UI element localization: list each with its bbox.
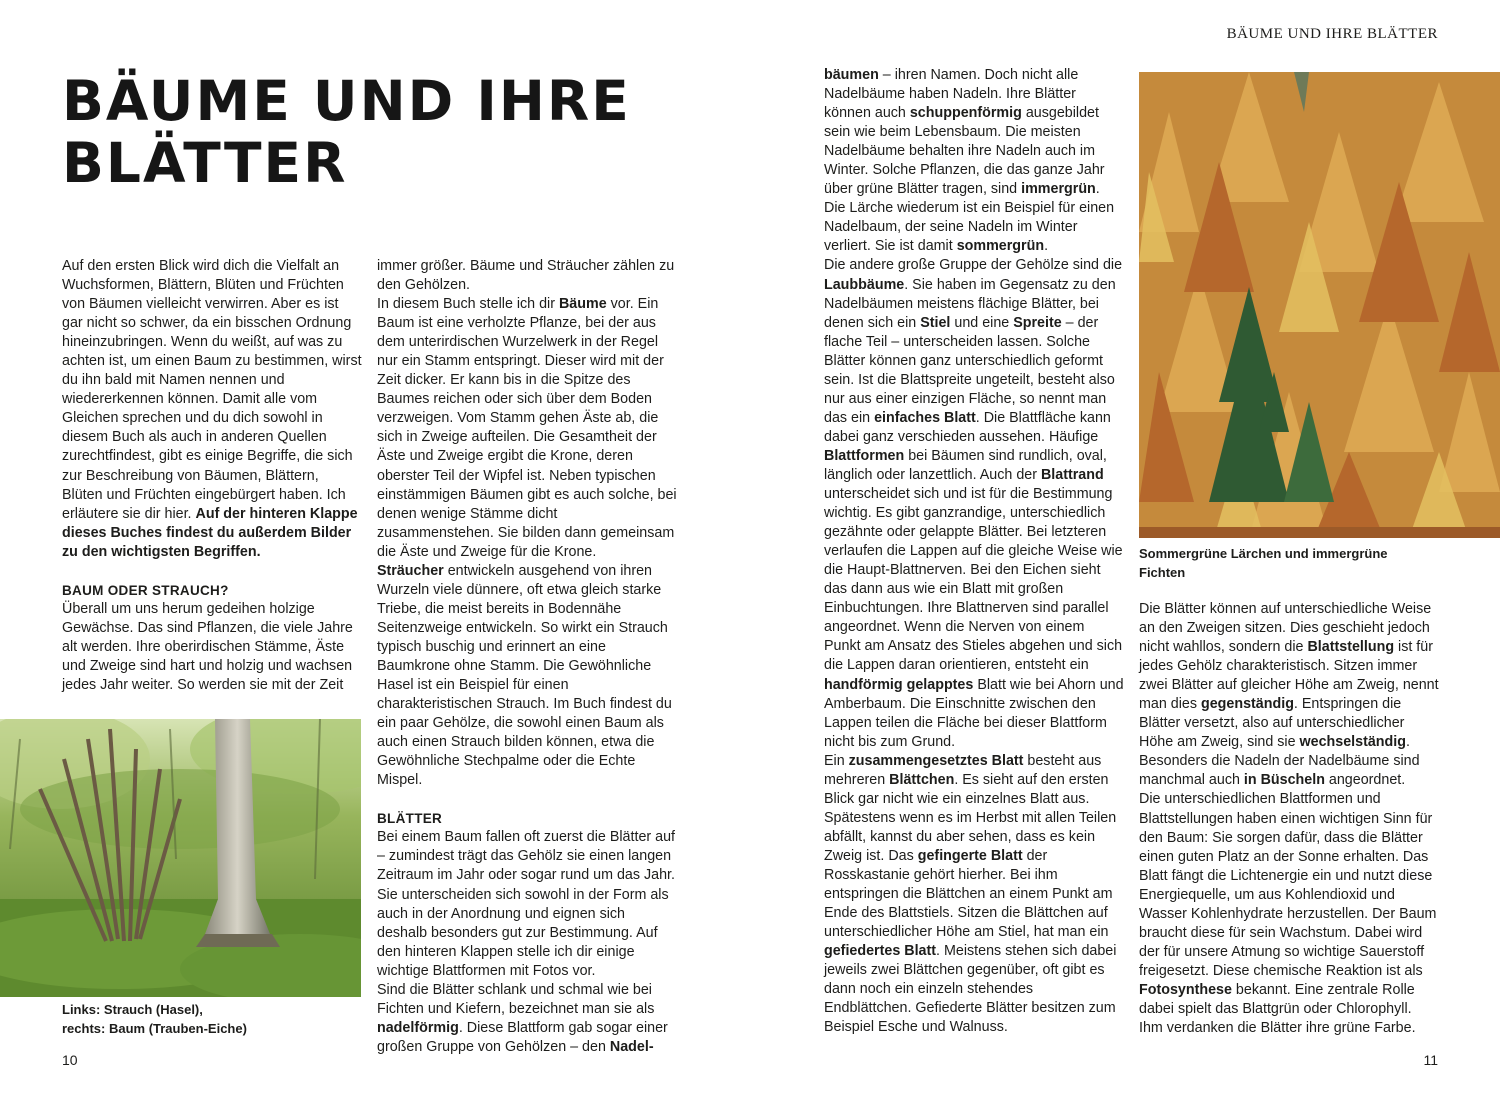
paragraph-laubbaeume: Die andere große Gruppe der Gehölze sind die Laubbäume. Sie haben im Gegensatz zu den Nadelbäumen meistens flächige Blätter, bei denen sich ein Stiel und eine Spreite – der flache Teil – unterscheiden lassen. Solche Blätter können ganz unterschiedlich geformt sein. Ist die Blattspreite ungeteilt, besteht also nur aus einer einzigen Fläche, so nennt man das ein einfaches Blatt. Die Blattfläche kann dabei ganz verschieden aussehen. Häufige Blattformen bei Bäumen sind rundlich, oval, länglich oder lanzettlich. Auch der Blattrand unterscheidet sich und ist für die Bestimmung wichtig. Es gibt ganzrandige, unterschiedlich gezähnte oder gelappte Blätter. Bei letzteren verlaufen die Lappen auf die gleiche Weise wie die Haupt-Blattnerven. Bei den Eichen sieht das dann aus wie ein Blatt mit großen Einbuchtungen. Ihre Blattnerven sind parallel angeordnet. Wenn die Nerven von einem Punkt am Ansatz des Stieles abgehen und sich die Lappen daran orientieren, entsteht ein handförmig gelapptes Blatt wie bei Ahorn und Amberbaum. Die Einschnitte zwischen den Lappen teilen die Fläche bei dieser Blattform nicht bis zum Grund. [824,257,1124,750]
photo-larch-spruce-forest [1139,72,1500,538]
paragraph-baeume: In diesem Buch stelle ich dir Bäume vor. Ein Baum ist eine verholzte Pflanze, bei der aus dem unterirdischen Wurzelwerk in der Regel nur ein Stamm entspringt. Dieser wird mit der Zeit dicker. Er kann bis in die Spitze des Baumes reichen oder sich über dem Boden verzweigen. Vom Stamm gehen Äste ab, die sich in Zweige aufteilen. Die Gesamtheit der Äste und Zweige ergibt die Krone, deren oberster Teil der Wipfel ist. Neben typischen einstämmigen Bäumen gibt es auch solche, bei denen wenige Stämme dicht zusammenstehen. Sie bilden dann gemeinsam die Äste und Zweige für die Krone. [377,296,677,560]
paragraph-nadelbaeume: bäumen – ihren Namen. Doch nicht alle Nadelbäume haben Nadeln. Ihre Blätter können auch schuppenförmig ausgebildet sein wie beim Lebensbaum. Die meisten Nadelbäume behalten ihre Nadeln auch im Winter. Solche Pflanzen, die das ganze Jahr über grüne Blätter tragen, sind immergrün. Die Lärche wiederum ist ein Beispiel für einen Nadelbaum, der seine Nadeln im Winter verliert. Sie ist damit sommergrün. [824,67,1115,255]
running-head: BÄUME UND IHRE BLÄTTER [1226,26,1438,42]
page-number-left: 10 [62,1052,78,1068]
paragraph-blattstellung: Die Blätter können auf unterschiedliche Weise an den Zweigen sitzen. Dies geschieht jedoch nicht wahllos, sondern die Blattstellung ist für jedes Gehölz charakteristisch. Sitzen immer zwei Blätter auf gleicher Höhe am Zweig, nennt man dies gegenständig. Entspringen die Blätter versetzt, also auf unterschiedlicher Höhe am Zweig, sind sie wechselständig. Besonders die Nadeln der Nadelbäume sind manchmal auch in Büscheln angeordnet. [1139,601,1439,789]
paragraph-nadelfoermig: Sind die Blätter schlank und schmal wie bei Fichten und Kiefern, bezeichnet man sie als nadelförmig. Diese Blattform gab sogar einer großen Gruppe von Gehölzen – den Nadel- [377,981,668,1055]
right-column-2 [1139,600,1439,1038]
paragraph-gehoelze: immer größer. Bäume und Sträucher zählen zu den Gehölzen. [377,258,675,294]
subhead-blaetter: BLÄTTER [377,811,443,827]
page-number-right: 11 [1423,1052,1438,1068]
paragraph-fotosynthese: Die unterschiedlichen Blattformen und Blattstellungen haben einen wichtigen Sinn für den Baum: Sie sorgen dafür, dass die Blätter einen guten Platz an der Sonne erhalten. Das Blatt fängt die Lichtenergie ein und nutzt diese Energiequelle, um aus Kohlendioxid und Wasser Kohlenhydrate herzustellen. Der Baum braucht diese für sein Wachstum. Dabei wird der für unsere Atmung so wichtige Sauerstoff freigesetzt. Diese chemische Reaktion ist als Fotosynthese bekannt. Eine zentrale Rolle dabei spielt das Blattgrün oder Chlorophyll. Ihm verdanken die Blätter ihre grüne Farbe. [1139,791,1437,1037]
page-title [62,70,682,194]
photo-hazel-oak-forest [0,719,361,997]
caption-larch-photo: Sommergrüne Lärchen und immergrüne Fichten [1139,546,1388,580]
right-page [750,0,1500,1097]
title-line-1: BÄUME UND IHRE [62,69,631,133]
right-column-1 [824,66,1124,1037]
caption-forest-photo: Links: Strauch (Hasel), rechts: Baum (Trauben-Eiche) [62,1002,247,1036]
left-column-2 [377,257,677,1057]
intro-paragraph: Auf den ersten Blick wird dich die Vielfalt an Wuchsformen, Blättern, Blüten und Früchten von Bäumen vielleicht verwirren. Aber es ist gar nicht so schwer, da ein bisschen Ordnung hineinzubringen. Wenn du weißt, auf was zu achten ist, um einen Baum zu bestimmen, wirst du ihn bald mit Namen nennen und wiedererkennen können. Damit alle vom Gleichen sprechen und du dich sowohl in diesem Buch als auch in anderen Quellen zurechtfindest, gibt es einige Begriffe, die sich zur Beschreibung von Bäumen, Blättern, Blüten und Früchten eingebürgert haben. Ich erläutere sie dir hier. Auf der hinteren Klappe dieses Buches findest du außerdem Bilder zu den wichtigsten Begriffen. [62,258,362,560]
paragraph-holzige-gewaechse: Überall um uns herum gedeihen holzige Gewächse. Das sind Pflanzen, die viele Jahre alt werden. Ihre oberirdischen Stämme, Äste und Zweige sind hart und holzig und wachsen jedes Jahr weiter. So werden sie mit der Zeit [62,600,353,693]
title-line-2: BLÄTTER [62,131,348,195]
left-column-1 [62,257,362,695]
paragraph-straeucher: Sträucher entwickeln ausgehend von ihren Wurzeln viele dünnere, oft etwa gleich starke Triebe, die meist bereits in Bodennähe Seitenzweige entwickeln. So wirkt ein Strauch typisch buschig und erinnert an eine Baumkrone ohne Stamm. Die Gewöhnliche Hasel ist ein Beispiel für einen charakteristischen Strauch. Im Buch findest du ein paar Gehölze, die sowohl einen Baum als auch einen Strauch bilden können, etwa die Gewöhnliche Stechpalme oder die Echte Mispel. [377,562,672,789]
paragraph-blaetter-intro: Bei einem Baum fallen oft zuerst die Blätter auf – zumindest trägt das Gehölz sie einen langen Zeitraum im Jahr oder sogar rund um das Jahr. Sie unterscheiden sich sowohl in der Form als auch in der Anordnung und eignen sich deshalb besonders gut zur Bestimmung. Auf den hinteren Klappen stelle ich dir einige wichtige Blattformen mit Fotos vor. [377,829,676,979]
paragraph-zusammengesetztes-blatt: Ein zusammengesetztes Blatt besteht aus mehreren Blättchen. Es sieht auf den ersten Blick gar nicht wie ein einzelnes Blatt aus. Spätestens wenn es im Herbst mit allen Teilen abfällt, kannst du aber sehen, dass es kein Zweig ist. Das gefingerte Blatt der Rosskastanie gehört hierher. Bei ihm entspringen die Blättchen an einem Punkt am Ende des Blattstiels. Sitzen die Blättchen auf unterschiedlicher Höhe am Stiel, hat man ein gefiedertes Blatt. Meistens stehen sich dabei jeweils zwei Blättchen gegenüber, oft gibt es dann noch ein einzeln stehendes Endblättchen. Gefiederte Blätter besitzen zum Beispiel Esche und Walnuss. [824,752,1117,1036]
subhead-baum-oder-strauch: BAUM ODER STRAUCH? [62,582,229,598]
